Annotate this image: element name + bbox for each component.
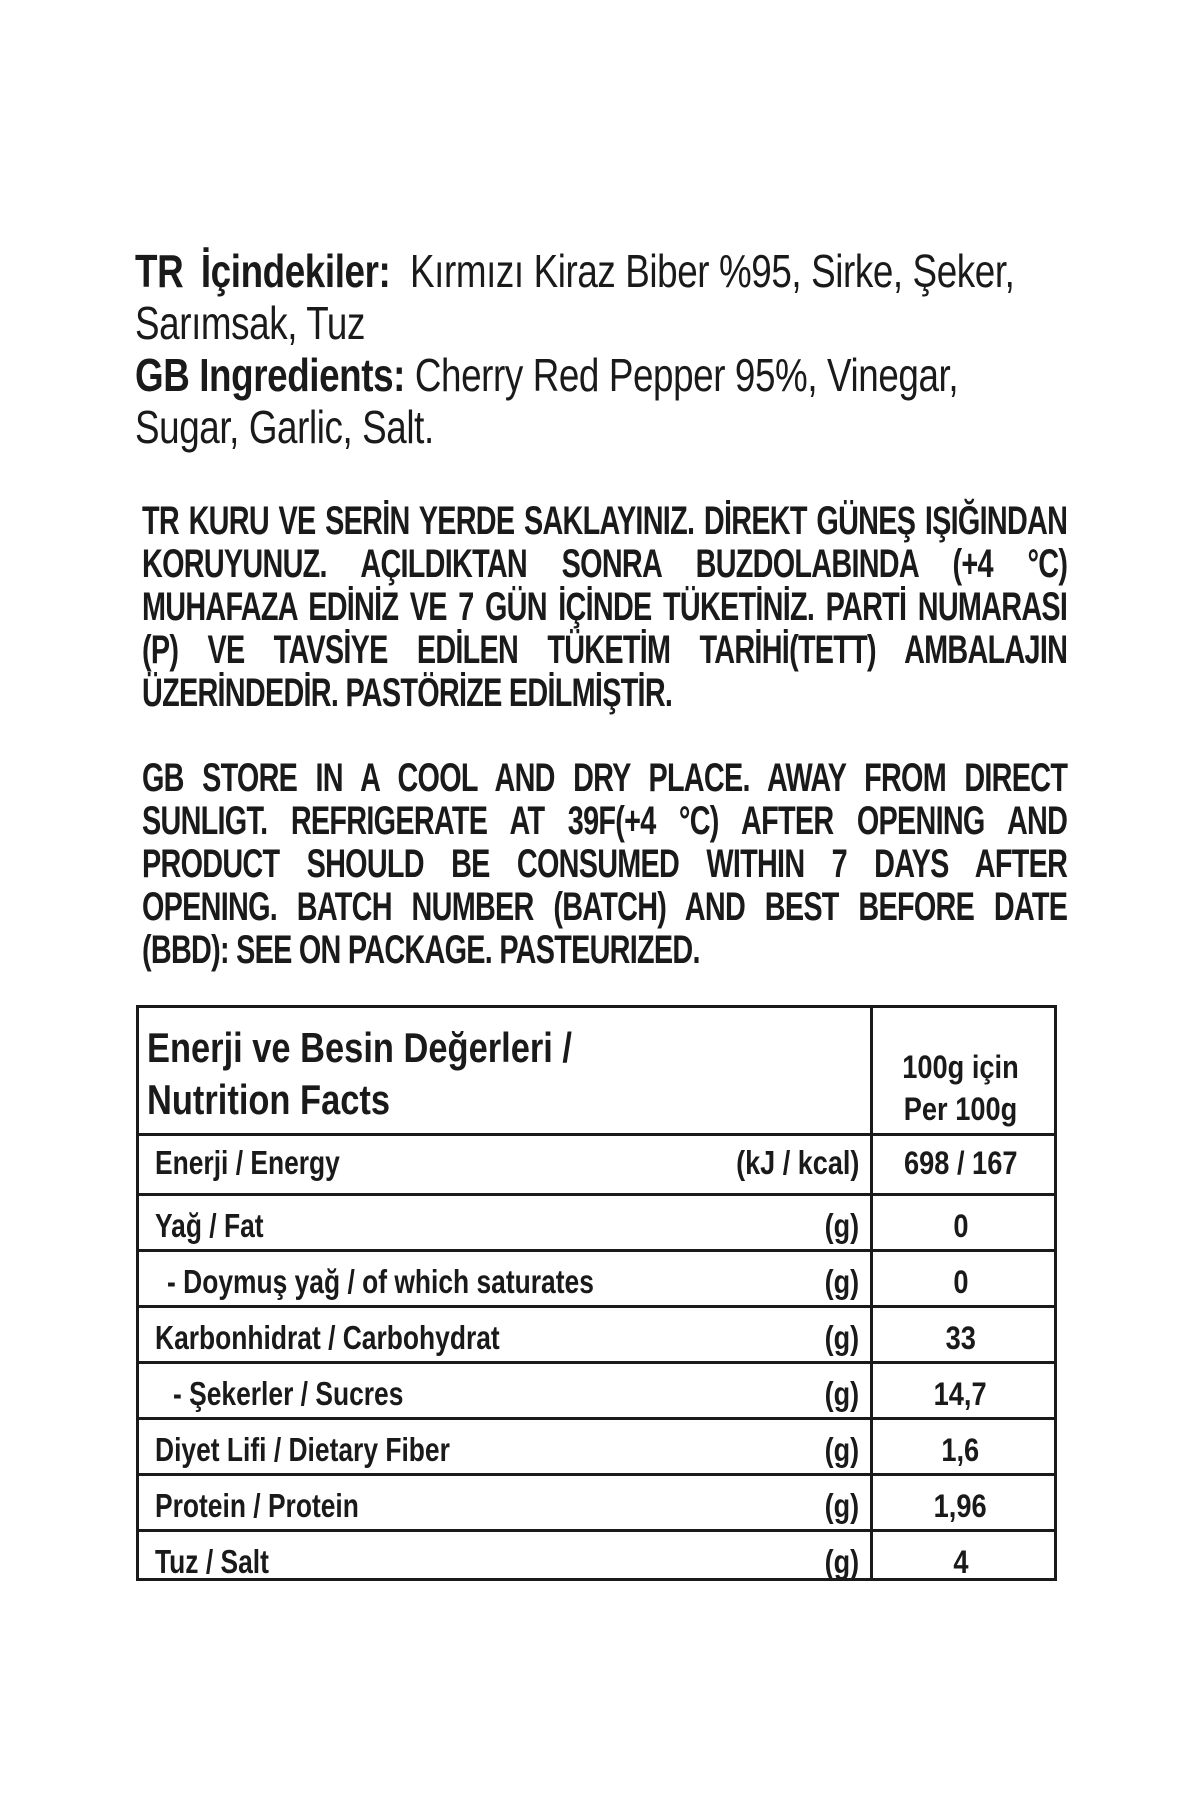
nutrient-unit: (g) [824, 1263, 859, 1300]
ingredients-tr-text: Kırmızı Kiraz Biber %95, Sirke, Şeker, Sarımsak, Tuz [135, 245, 1015, 349]
nutrient-value [867, 1318, 1054, 1358]
nutrition-table-header [139, 1008, 1054, 1136]
nutrient-value-text: 1,96 [934, 1488, 987, 1524]
table-row [139, 1249, 1054, 1305]
nutrient-name: Enerji / Energy [155, 1144, 340, 1181]
nutrient-value-text: 1,6 [941, 1432, 980, 1468]
per-100g-header [867, 1008, 1054, 1133]
table-row [139, 1473, 1054, 1529]
nutrient-value [867, 1143, 1054, 1183]
table-row [139, 1529, 1054, 1585]
table-row [139, 1417, 1054, 1473]
ingredients-gb-heading: GB Ingredients: [135, 349, 406, 401]
nutrient-name: Protein / Protein [155, 1487, 359, 1524]
nutrient-unit: (g) [824, 1543, 859, 1580]
ingredients-tr-lang: TR [135, 245, 184, 297]
nutrient-value-text: 0 [952, 1208, 969, 1244]
nutrition-title-line2: Nutrition Facts [147, 1076, 391, 1123]
nutrient-value [867, 1542, 1054, 1582]
nutrient-unit: (g) [824, 1207, 859, 1244]
nutrient-unit: (g) [824, 1319, 859, 1356]
nutrient-value-text: 33 [945, 1320, 976, 1356]
nutrient-unit: (g) [824, 1487, 859, 1524]
nutrient-value [867, 1374, 1054, 1414]
storage-instructions-gb: GB STORE IN A COOL AND DRY PLACE. AWAY FROM DIRECT SUNLIGT. REFRIGERATE AT 39F(+4 °C) AFTER OPENING AND PRODUCT SHOULD BE CONSUMED WITHIN 7 DAYS AFTER OPENING. BATCH NUMBER (BATCH) AND BEST BEFORE DATE (BBD): SEE ON PACKAGE. PASTEURIZED. [142, 756, 1068, 972]
nutrient-value-text: 14,7 [934, 1376, 987, 1412]
storage-instructions-tr: TR KURU VE SERİN YERDE SAKLAYINIZ. DİREKT GÜNEŞ IŞIĞINDAN KORUYUNUZ. AÇILDIKTAN SONRA BUZDOLABINDA (+4 °C) MUHAFAZA EDİNİZ VE 7 GÜN İÇİNDE TÜKETİNİZ. PARTİ NUMARASI (P) VE TAVSİYE EDİLEN TÜKETİM TARİHİ(TETT) AMBALAJIN ÜZERİNDEDİR. PASTÖRİZE EDİLMİŞTİR. [142, 499, 1068, 715]
ingredients-gb-text: Cherry Red Pepper 95%, Vinegar, Sugar, Garlic, Salt. [135, 349, 959, 453]
nutrient-name: Yağ / Fat [155, 1207, 264, 1244]
ingredients-gb [135, 349, 1071, 453]
nutrition-table [136, 1005, 1057, 1581]
ingredients-tr [135, 245, 1071, 349]
nutrition-title-line1: Enerji ve Besin Değerleri / [147, 1024, 572, 1071]
per-100g-line1: 100g için [902, 1049, 1019, 1085]
table-row [139, 1305, 1054, 1361]
ingredients-tr-heading: İçindekiler: [200, 245, 391, 297]
nutrient-unit: (g) [824, 1431, 859, 1468]
nutrient-value-text: 4 [952, 1544, 969, 1580]
nutrient-value [867, 1486, 1054, 1526]
nutrition-rows [139, 1133, 1054, 1585]
nutrition-table-title [147, 1022, 572, 1126]
nutrient-unit: (kJ / kcal) [735, 1144, 859, 1181]
nutrient-name: Tuz / Salt [155, 1543, 269, 1580]
nutrient-value [867, 1262, 1054, 1302]
nutrient-value-text: 0 [952, 1264, 969, 1300]
nutrient-name: Diyet Lifi / Dietary Fiber [155, 1431, 450, 1468]
nutrient-name: - Doymuş yağ / of which saturates [167, 1263, 594, 1300]
ingredients-block [135, 245, 1071, 453]
table-row [139, 1133, 1054, 1193]
nutrient-name: Karbonhidrat / Carbohydrat [155, 1319, 500, 1356]
nutrient-value-text: 698 / 167 [903, 1145, 1018, 1181]
nutrient-name: - Şekerler / Sucres [173, 1375, 404, 1412]
nutrient-value [867, 1206, 1054, 1246]
table-row [139, 1193, 1054, 1249]
table-row [139, 1361, 1054, 1417]
nutrient-unit: (g) [824, 1375, 859, 1412]
nutrient-value [867, 1430, 1054, 1470]
per-100g-line2: Per 100g [903, 1091, 1018, 1127]
